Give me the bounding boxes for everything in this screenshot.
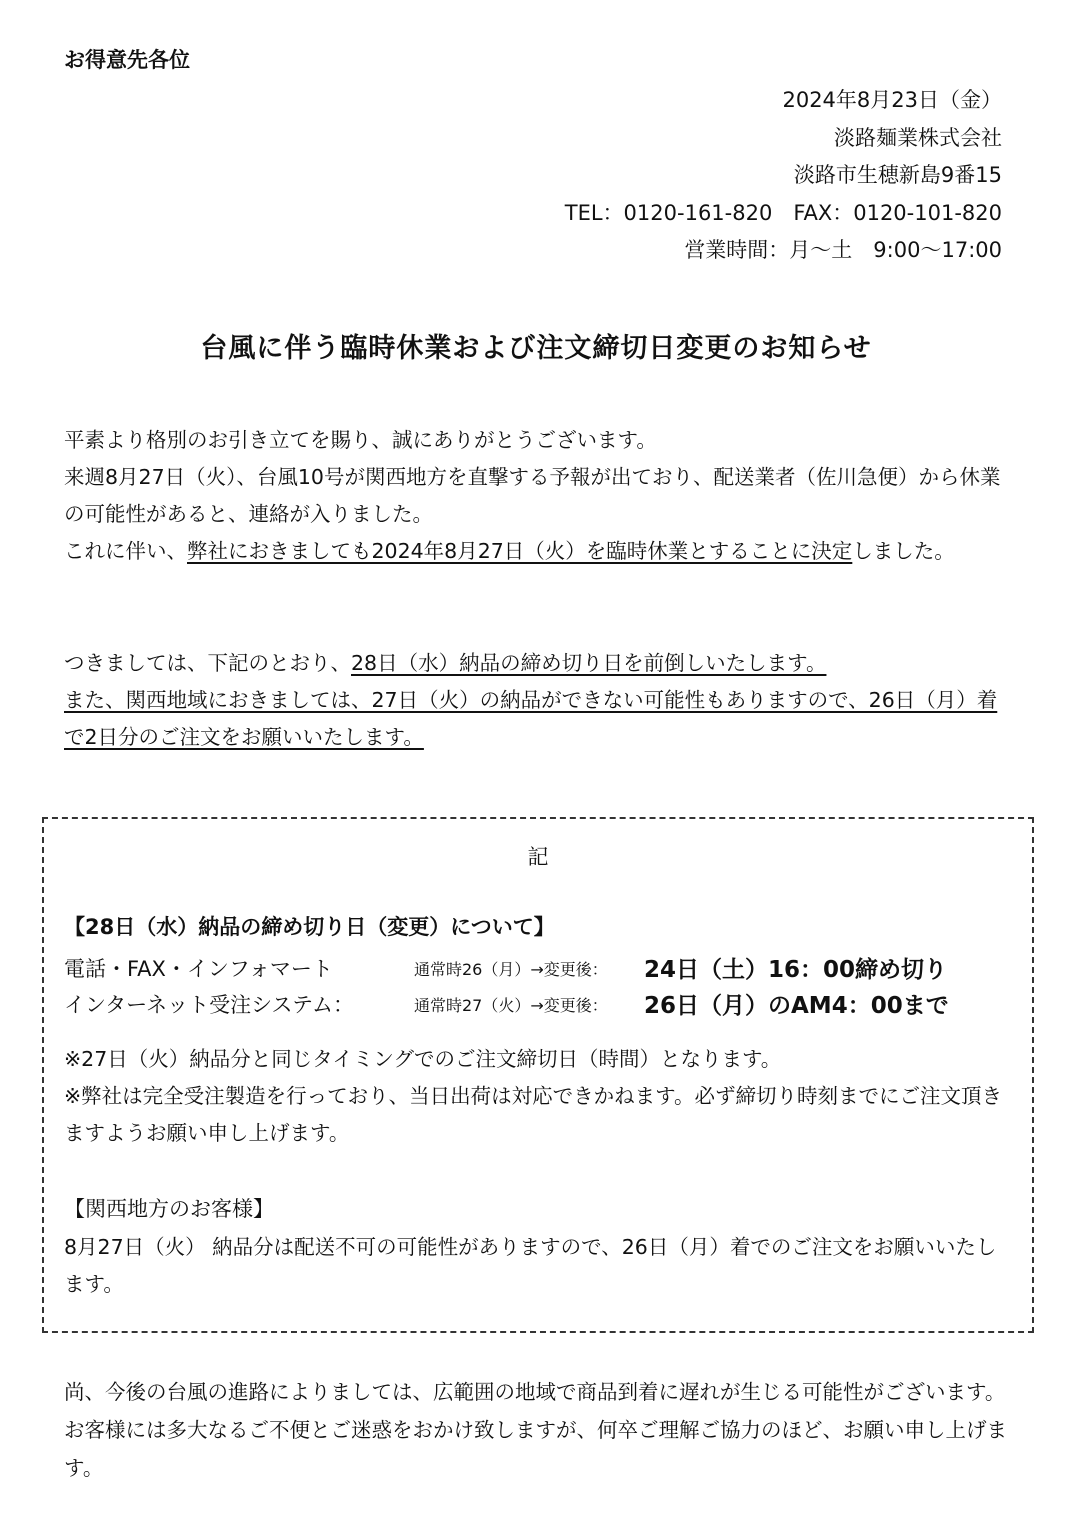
row-label: インターネット受注システム：: [64, 993, 355, 1017]
deadline-section-title: 【28日（水）納品の締め切り日（変更）について】: [64, 915, 555, 939]
intro-line-3-post: しました。: [852, 539, 955, 563]
deadline-advance-underlined: 28日（水）納品の締め切り日を前倒しいたします。: [351, 651, 827, 675]
closure-decision-underlined: 弊社におきましても2024年8月27日（火）を臨時休業とすることに決定: [187, 539, 853, 563]
intro-paragraph: [64, 422, 1012, 570]
deadline-row-internet: [64, 985, 1014, 1021]
intro-line-2: 来週8月27日（火）、台風10号が関西地方を直撃する予報が出ており、配送業者（佐川急便）から休業の可能性があると、連絡が入りました。: [64, 465, 1001, 526]
row-normal-deadline: 通常時27（火）→変更後：: [414, 996, 608, 1015]
sender-block: [565, 82, 1002, 270]
note-1: ※27日（火）納品分と同じタイミングでのご注文締切日（時間）となります。: [64, 1047, 782, 1071]
row-normal-deadline: 通常時26（月）→変更後：: [414, 960, 608, 979]
letter-date: 2024年8月23日（金）: [782, 88, 1002, 112]
intro-line-3-pre: これに伴い、: [64, 539, 187, 563]
deadline-row-phone-fax: [64, 949, 1014, 985]
company-name: 淡路麺業株式会社: [834, 125, 1002, 150]
kansai-order-request-underlined: また、関西地域におきましては、27日（火）の納品ができない可能性もありますので、26日（月）着で2日分のご注文をお願いいたします。: [64, 688, 998, 749]
closing-paragraph: 尚、今後の台風の進路によりましては、広範囲の地域で商品到着に遅れが生じる可能性がございます。お客様には多大なるご不便とご迷惑をおかけ致しますが、何卒ご理解ご協力のほど、お願い申し上げます。: [64, 1380, 1007, 1480]
notice-line-1-pre: つきましては、下記のとおり、: [64, 651, 351, 675]
addressee: お得意先各位: [64, 48, 190, 72]
document-title: 台風に伴う臨時休業および注文締切日変更のお知らせ: [200, 333, 872, 364]
intro-line-1: 平素より格別のお引き立てを賜り、誠にありがとうございます。: [64, 428, 657, 452]
notice-paragraph: [64, 645, 1012, 756]
row-changed-deadline: 24日（土）16：00締め切り: [644, 957, 948, 983]
phone-fax: TEL：0120-161-820 FAX：0120-101-820: [564, 200, 1002, 225]
intro-line-3: [64, 533, 1012, 570]
notice-line-2: [64, 682, 1012, 756]
row-changed-deadline: 26日（月）のAM4：00まで: [644, 993, 949, 1019]
note-2: ※弊社は完全受注製造を行っており、当日出荷は対応できかねます。必ず締切り時刻までにご注文頂きますようお願い申し上げます。: [64, 1084, 1003, 1145]
kansai-section-body: 8月27日（火） 納品分は配送不可の可能性がありますので、26日（月）着でのご注文をお願いいたします。: [64, 1235, 997, 1296]
row-label: 電話・FAX・インフォマート: [64, 957, 333, 981]
ki-heading: 記: [527, 845, 549, 869]
kansai-section-title: 【関西地方のお客様】: [64, 1197, 274, 1221]
business-hours: 営業時間：月～土 9:00～17:00: [684, 238, 1002, 262]
details-box: [42, 817, 1034, 1333]
deadline-notes: [64, 1041, 1004, 1152]
notice-line-1: [64, 645, 1012, 682]
company-address: 淡路市生穂新島9番15: [793, 163, 1002, 187]
